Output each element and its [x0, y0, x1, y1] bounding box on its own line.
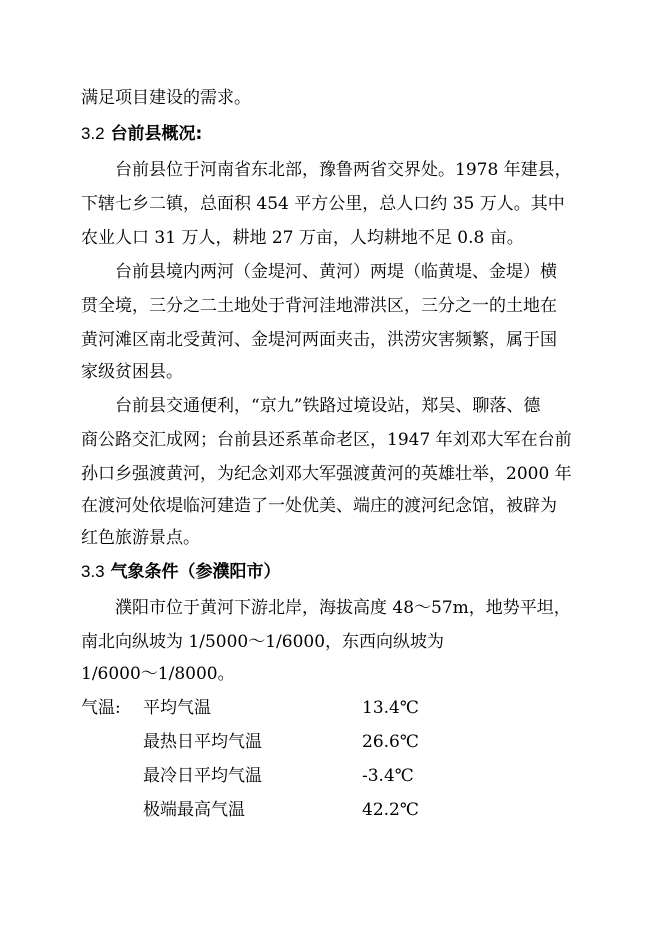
section-title: 台前县概况: — [110, 124, 203, 144]
climate-item-name: 最热日平均气温 — [143, 732, 262, 752]
text-line: 台前县交通便利，“京九”铁路过境设站，郑吴、聊落、德 — [115, 396, 541, 416]
section-heading-3-3 — [81, 560, 281, 584]
text-line: 农业人口 31 万人，耕地 27 万亩，人均耕地不足 0.8 亩。 — [81, 228, 524, 248]
text-line: 家级贫困县。 — [81, 362, 183, 382]
section-title: 气象条件（参濮阳市） — [110, 562, 281, 582]
section-number: 3.2 — [81, 124, 105, 143]
climate-item-name: 最冷日平均气温 — [143, 766, 262, 786]
text-line: 在渡河处依堤临河建造了一处优美、端庄的渡河纪念馆，被辟为 — [81, 496, 557, 516]
text-line: 1/6000～1/8000。 — [81, 664, 235, 684]
climate-item-value: -3.4℃ — [362, 766, 414, 786]
text-line: 孙口乡强渡黄河，为纪念刘邓大军强渡黄河的英雄壮举，2000 年 — [81, 464, 572, 484]
text-line: 下辖七乡二镇，总面积 454 平方公里，总人口约 35 万人。其中 — [81, 194, 565, 214]
text-line: 南北向纵坡为 1/5000～1/6000，东西向纵坡为 — [81, 632, 445, 652]
text-line: 黄河滩区南北受黄河、金堤河两面夹击，洪涝灾害频繁，属于国 — [81, 330, 557, 350]
text-line: 台前县位于河南省东北部，豫鲁两省交界处。1978 年建县， — [115, 160, 572, 180]
climate-item-name: 极端最高气温 — [143, 800, 245, 820]
climate-item-value: 42.2℃ — [362, 800, 419, 820]
climate-label: 气温: — [81, 698, 121, 718]
section-heading-3-2 — [81, 122, 202, 146]
climate-item-name: 平均气温 — [143, 698, 211, 718]
section-number: 3.3 — [81, 562, 105, 581]
text-line: 台前县境内两河（金堤河、黄河）两堤（临黄堤、金堤）横 — [115, 262, 557, 282]
text-line: 满足项目建设的需求。 — [81, 88, 251, 108]
text-line: 贯全境，三分之二土地处于背河洼地滞洪区，三分之一的土地在 — [81, 296, 557, 316]
text-line: 商公路交汇成网；台前县还系革命老区，1947 年刘邓大军在台前 — [81, 430, 572, 450]
climate-item-value: 26.6℃ — [362, 732, 419, 752]
text-line: 红色旅游景点。 — [81, 528, 200, 548]
text-line: 濮阳市位于黄河下游北岸，海拔高度 48～57m，地势平坦， — [115, 598, 571, 618]
climate-item-value: 13.4℃ — [362, 698, 419, 718]
